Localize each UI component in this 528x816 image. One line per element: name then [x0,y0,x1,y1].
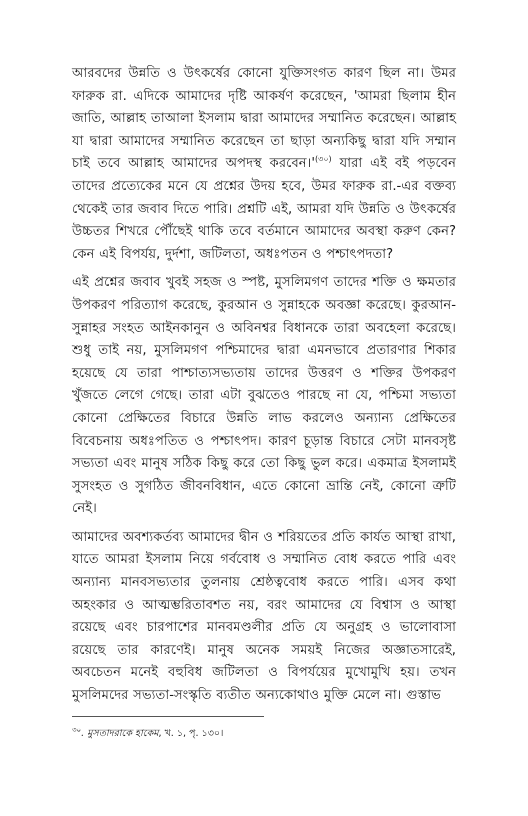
footnote-source: . মুসতাদরাকে হাকেম [81,728,159,739]
footnote-reference[interactable]: (৩০) [315,154,332,164]
footnote-divider [72,716,264,717]
paragraph-1-text-after: যারা এই বই পড়বেন তাদের প্রত্যেকের মনে যে প্রশ্নের উদয় হবে, উমর ফারুক রা.-এর বক্তব্য থেকেই তার জবাব দিতে পারি। প্রশ্নটি এই, আমরা যদি উন্নতি ও উৎকর্ষের উচ্চতর শিখরে পৌঁছেই থাকি তবে বর্তমানে আমাদের অবস্থা করুণ কেন? কেন এই বিপর্যয়, দুর্দশা, জটিলতা, অধঃপতন ও পশ্চাৎপদতা? [72,156,456,262]
paragraph-1 [72,63,456,266]
footnote [72,727,456,741]
footnote-citation: , খ. ১, পৃ. ১৩০। [158,728,224,739]
paragraph-1-text-before: আরবদের উন্নতি ও উৎকর্ষের কোনো যুক্তিসংগত কারণ ছিল না। উমর ফারুক রা. এদিকে আমাদের দৃষ্টি আকর্ষণ করেছেন, 'আমরা ছিলাম হীন জাতি, আল্লাহ তাআলা ইসলাম দ্বারা আমাদের সম্মানিত করেছেন। আল্লাহ যা দ্বারা আমাদের সম্মানিত করেছেন তা ছাড়া অন্যকিছু দ্বারা যদি সম্মান চাই তবে আল্লাহ আমাদের অপদস্থ করবেন।' [72,66,456,172]
page-body [72,63,456,714]
paragraph-2: এই প্রশ্নের জবাব খুবই সহজ ও স্পষ্ট, মুসলিমগণ তাদের শক্তি ও ক্ষমতার উপকরণ পরিত্যাগ করেছে, কুরআন ও সুন্নাহকে অবজ্ঞা করেছে। কুরআন-সুন্নাহর সংহত আইনকানুন ও অবিনশ্বর বিধানকে তারা অবহেলা করেছে। শুধু তাই নয়, মুসলিমগণ পশ্চিমাদের দ্বারা এমনভাবে প্রতারণার শিকার হয়েছে যে তারা পাশ্চাত্যসভ্যতায় তাদের উত্তরণ ও শক্তির উপকরণ খুঁজতে লেগে গেছে। তারা এটা বুঝতেও পারছে না যে, পশ্চিমা সভ্যতা কোনো প্রেক্ষিতের বিচারে উন্নতি লাভ করলেও অন্যান্য প্রেক্ষিতের বিবেচনায় অধঃপতিত ও পশ্চাৎপদ। কারণ চূড়ান্ত বিচারে সেটা মানবসৃষ্ট সভ্যতা এবং মানুষ সঠিক কিছু করে তো কিছু ভুল করে। একমাত্র ইসলামই সুসংহত ও সুগঠিত জীবনবিধান, এতে কোনো ভ্রান্তি নেই, কোনো ত্রুটি নেই। [72,275,456,517]
footnote-number: ৩০ [72,725,82,734]
paragraph-3: আমাদের অবশ্যকর্তব্য আমাদের দ্বীন ও শরিয়তের প্রতি কার্যত আস্থা রাখা, যাতে আমরা ইসলাম নিয়ে গর্ববোধ ও সম্মানিত বোধ করতে পারি এবং অন্যান্য মানবসভ্যতার তুলনায় শ্রেষ্ঠত্ববোধ করতে পারি। এসব কথা অহংকার ও আত্মম্ভরিতাবশত নয়, বরং আমাদের যে বিশ্বাস ও আস্থা রয়েছে এবং চারপাশের মানবমণ্ডলীর প্রতি যে অনুগ্রহ ও ভালোবাসা রয়েছে তার কারণেই। মানুষ অনেক সময়ই নিজের অজ্ঞাতসারেই, অবচেতন মনেই বহুবিধ জটিলতা ও বিপর্যয়ের মুখোমুখি হয়। তখন মুসলিমদের সভ্যতা-সংস্কৃতি ব্যতীত অন্যকোথাও মুক্তি মেলে না। গুস্তাভ [72,529,456,704]
